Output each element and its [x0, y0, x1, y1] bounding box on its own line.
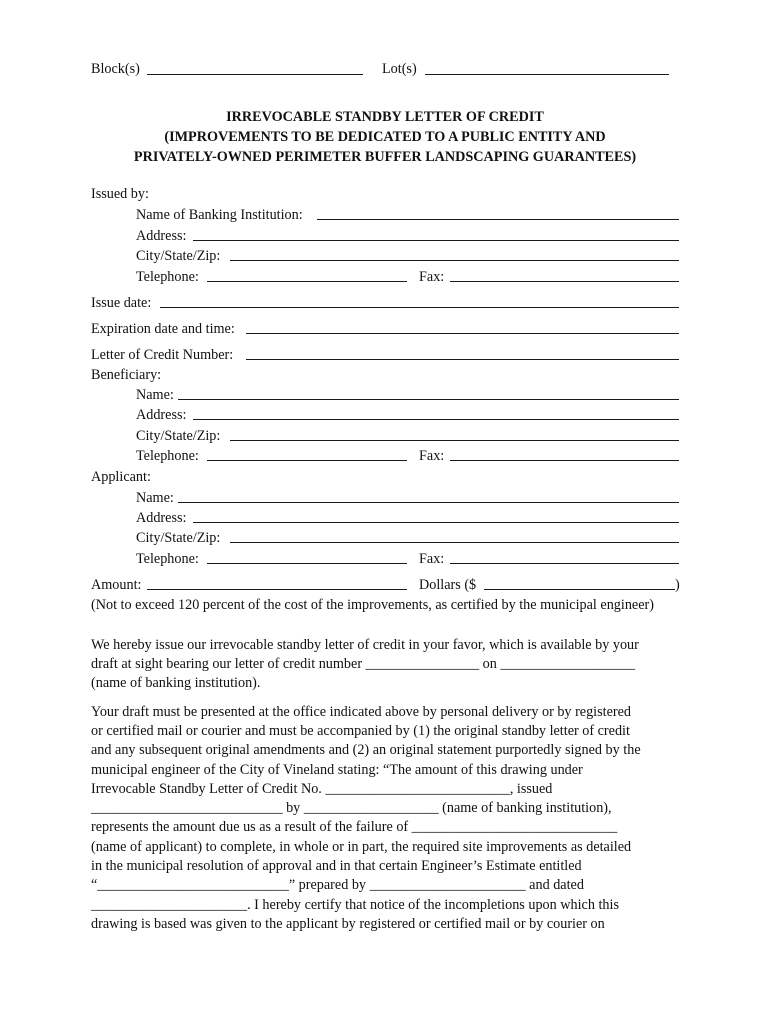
applicant-telephone-label: Telephone: [136, 551, 199, 567]
para2-line-8: (name of applicant) to complete, in whole or in part, the required site improvements as detailed [91, 839, 632, 855]
beneficiary-name-field[interactable] [178, 399, 679, 400]
loc-number-label: Letter of Credit Number: [91, 347, 234, 363]
beneficiary-name-label: Name: [136, 387, 174, 403]
applicant-name-field[interactable] [178, 502, 679, 503]
applicant-label: Applicant: [91, 469, 151, 485]
issue-date-label: Issue date: [91, 295, 152, 311]
beneficiary-telephone-label: Telephone: [136, 448, 199, 464]
issue-date-field[interactable] [160, 307, 679, 308]
issuer-address-field[interactable] [193, 240, 679, 241]
beneficiary-telephone-field[interactable] [207, 460, 407, 461]
amount-label: Amount: [91, 577, 142, 593]
para2-line-9: in the municipal resolution of approval and in that certain Engineer’s Estimate entitled [91, 858, 582, 874]
para2-line-5: Irrevocable Standby Letter of Credit No. __________________________, issued [91, 781, 553, 797]
dollars-label: Dollars ($ [419, 577, 477, 593]
para2-line-2: or certified mail or courier and must be accompanied by (1) the original standby letter of credit [91, 723, 630, 739]
title-line-3: PRIVATELY-OWNED PERIMETER BUFFER LANDSCAPING GUARANTEES) [133, 149, 637, 165]
beneficiary-fax-label: Fax: [419, 448, 445, 464]
para2-line-1: Your draft must be presented at the office indicated above by personal delivery or by registered [91, 704, 632, 720]
para1-line-1: We hereby issue our irrevocable standby letter of credit in your favor, which is available by your [91, 637, 639, 653]
beneficiary-fax-field[interactable] [450, 460, 679, 461]
beneficiary-label: Beneficiary: [91, 367, 162, 383]
blocks-label: Block(s) [91, 61, 140, 77]
para2-line-12: drawing is based was given to the applicant by registered or certified mail or by courier on [91, 916, 605, 932]
applicant-address-label: Address: [136, 510, 187, 526]
applicant-address-field[interactable] [193, 522, 679, 523]
beneficiary-address-label: Address: [136, 407, 187, 423]
para1-line-2: draft at sight bearing our letter of credit number ________________ on ___________________ [91, 656, 636, 672]
loc-number-field[interactable] [246, 359, 679, 360]
issuer-telephone-label: Telephone: [136, 269, 199, 285]
lots-label: Lot(s) [382, 61, 417, 77]
applicant-telephone-field[interactable] [207, 563, 407, 564]
amount-note: (Not to exceed 120 percent of the cost of the improvements, as certified by the municipal engineer) [91, 597, 654, 613]
applicant-city-field[interactable] [230, 542, 679, 543]
bank-name-field[interactable] [317, 219, 679, 220]
bank-name-label: Name of Banking Institution: [136, 207, 303, 223]
beneficiary-city-label: City/State/Zip: [136, 428, 221, 444]
para2-line-11: ______________________. I hereby certify that notice of the incompletions upon which this [91, 897, 619, 913]
expiration-field[interactable] [246, 333, 679, 334]
blocks-field[interactable] [147, 74, 363, 75]
applicant-city-label: City/State/Zip: [136, 530, 221, 546]
issuer-city-label: City/State/Zip: [136, 248, 221, 264]
issuer-telephone-field[interactable] [207, 281, 407, 282]
title-line-1: IRREVOCABLE STANDBY LETTER OF CREDIT [226, 109, 544, 125]
para1-line-3: (name of banking institution). [91, 675, 261, 691]
applicant-fax-field[interactable] [450, 563, 679, 564]
dollars-field[interactable] [484, 589, 675, 590]
issuer-city-field[interactable] [230, 260, 679, 261]
lots-field[interactable] [425, 74, 669, 75]
amount-field[interactable] [147, 589, 407, 590]
title-line-2: (IMPROVEMENTS TO BE DEDICATED TO A PUBLIC ENTITY AND [164, 129, 606, 145]
para2-line-4: municipal engineer of the City of Vineland stating: “The amount of this drawing under [91, 762, 583, 778]
issuer-fax-field[interactable] [450, 281, 679, 282]
expiration-label: Expiration date and time: [91, 321, 235, 337]
applicant-name-label: Name: [136, 490, 174, 506]
para2-line-7: represents the amount due us as a result of the failure of _____________________________ [91, 819, 618, 835]
beneficiary-address-field[interactable] [193, 419, 679, 420]
para2-line-3: and any subsequent original amendments and (2) an original statement purportedly signed by the [91, 742, 641, 758]
applicant-fax-label: Fax: [419, 551, 445, 567]
para2-line-10: “___________________________” prepared by ______________________ and dated [91, 877, 584, 893]
issuer-fax-label: Fax: [419, 269, 445, 285]
beneficiary-city-field[interactable] [230, 440, 679, 441]
issued-by-label: Issued by: [91, 186, 149, 202]
issuer-address-label: Address: [136, 228, 187, 244]
para2-line-6: ___________________________ by ___________________ (name of banking institution), [91, 800, 612, 816]
dollars-close-paren: ) [675, 577, 680, 593]
